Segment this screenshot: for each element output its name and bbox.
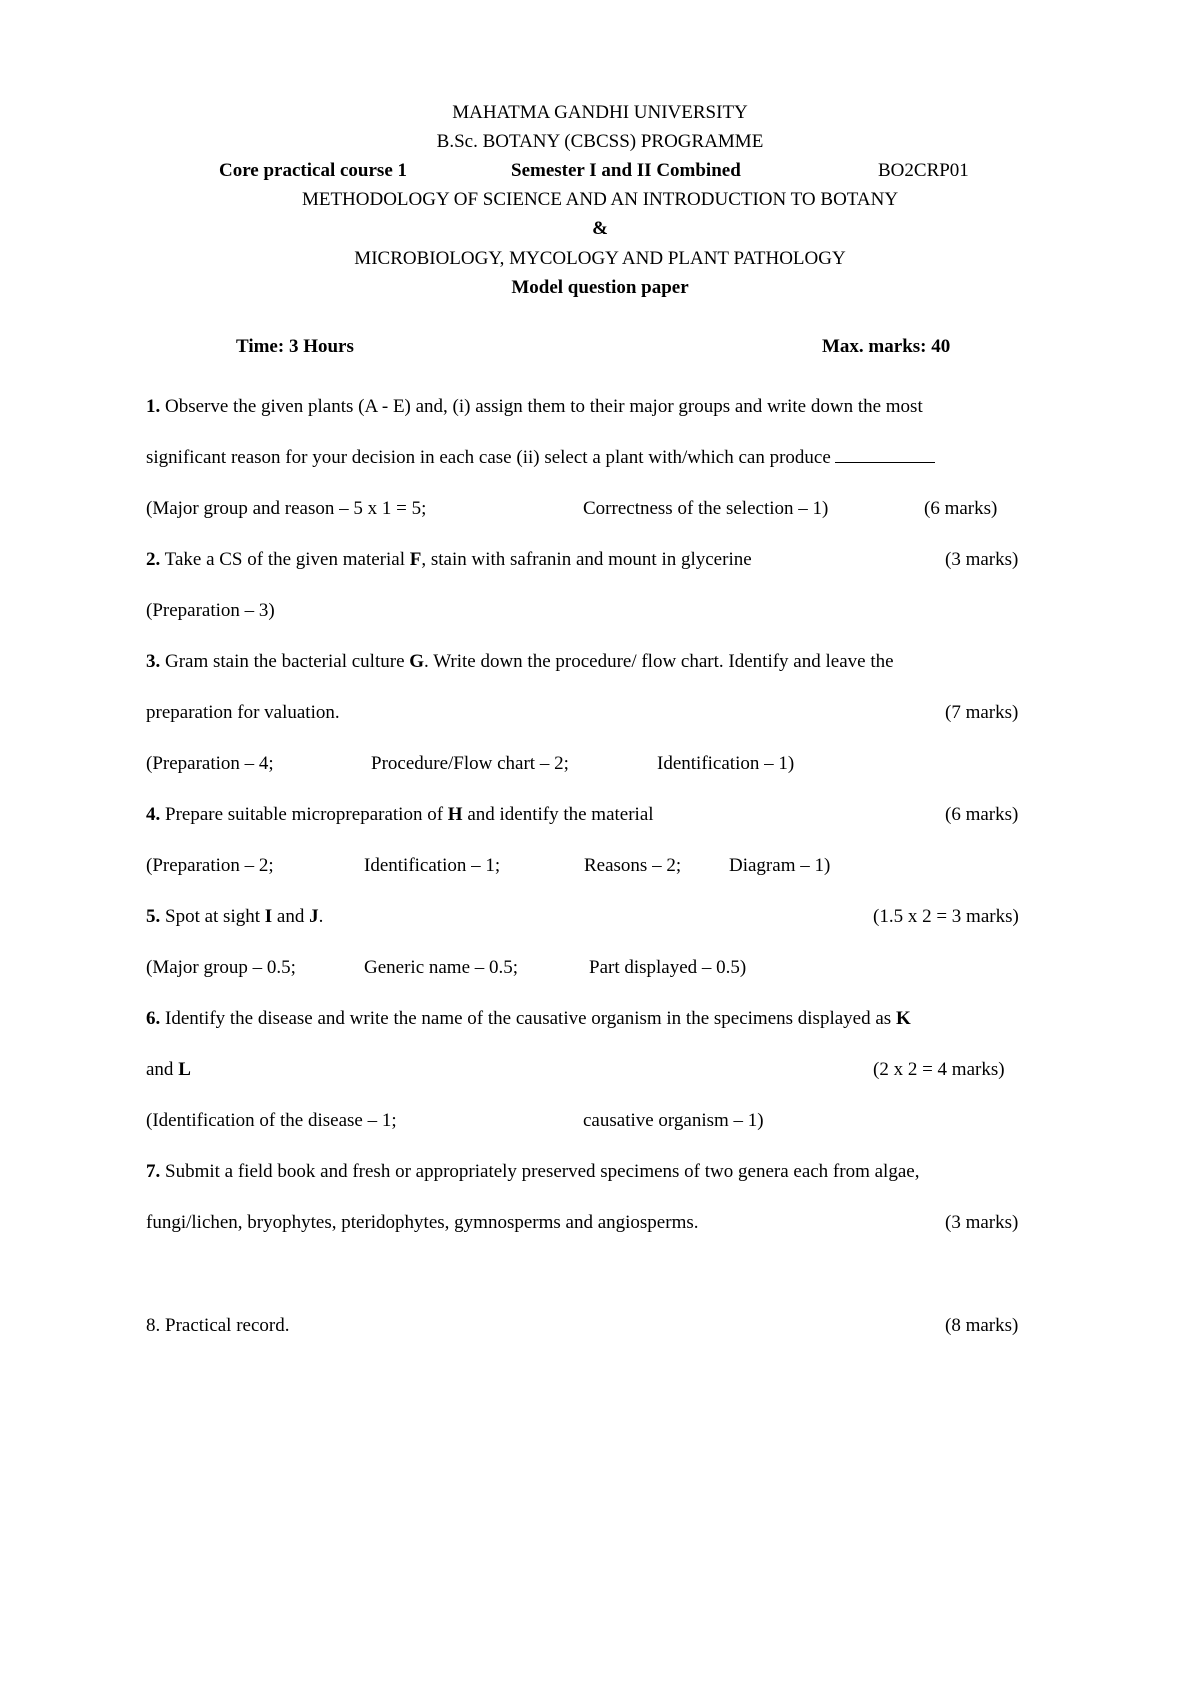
marking-scheme: Correctness of the selection – 1) bbox=[583, 498, 829, 519]
question-marks: (1.5 x 2 = 3 marks) bbox=[873, 906, 1019, 927]
question-number: 2. bbox=[146, 549, 161, 570]
paper-title-2: MICROBIOLOGY, MYCOLOGY AND PLANT PATHOLOGY bbox=[354, 248, 846, 269]
question-text: and bbox=[146, 1059, 179, 1080]
university-name: MAHATMA GANDHI UNIVERSITY bbox=[452, 102, 748, 123]
question-8-line-1: 8. Practical record. bbox=[146, 1315, 290, 1336]
paper-type: Model question paper bbox=[511, 277, 689, 298]
marking-scheme: (Major group – 0.5; bbox=[146, 957, 296, 978]
question-6-line-1 bbox=[146, 1008, 911, 1030]
marking-scheme: Diagram – 1) bbox=[729, 855, 831, 876]
question-6-line-2 bbox=[146, 1059, 191, 1081]
question-text: . bbox=[318, 906, 324, 927]
question-text: . Write down the procedure/ flow chart. Identify and leave the bbox=[424, 651, 894, 672]
question-marks: (6 marks) bbox=[945, 804, 1019, 825]
question-text: Identify the disease and write the name of the causative organism in the specimens displayed as bbox=[165, 1008, 896, 1029]
question-text: Observe the given plants (A - E) and, (i) assign them to their major groups and write down the most bbox=[165, 396, 923, 417]
exam-time: Time: 3 Hours bbox=[236, 336, 354, 357]
specimen-letter: K bbox=[895, 1008, 911, 1029]
question-text: and identify the material bbox=[462, 804, 654, 825]
question-7-line-1 bbox=[146, 1161, 919, 1183]
question-text: Submit a field book and fresh or appropriately preserved specimens of two genera each from algae, bbox=[165, 1161, 920, 1182]
marking-scheme: Identification – 1) bbox=[657, 753, 795, 774]
paper-title-1: METHODOLOGY OF SCIENCE AND AN INTRODUCTION TO BOTANY bbox=[301, 189, 899, 210]
course-name: Core practical course 1 bbox=[219, 160, 408, 181]
question-text: , stain with safranin and mount in glycerine bbox=[421, 549, 752, 570]
question-number: 3. bbox=[146, 651, 161, 672]
specimen-letter: F bbox=[409, 549, 422, 570]
question-1-line-1 bbox=[146, 396, 923, 418]
question-5-line-1 bbox=[146, 906, 323, 928]
question-3-line-2 bbox=[146, 702, 340, 724]
question-text: significant reason for your decision in each case (ii) select a plant with/which can produce bbox=[146, 447, 831, 468]
programme-name: B.Sc. BOTANY (CBCSS) PROGRAMME bbox=[436, 131, 764, 152]
question-text: Take a CS of the given material bbox=[164, 549, 410, 570]
marking-scheme: (Preparation – 3) bbox=[146, 600, 275, 621]
title-ampersand: & bbox=[592, 218, 608, 239]
specimen-letter: I bbox=[264, 906, 273, 927]
question-number: 6. bbox=[146, 1008, 161, 1029]
question-marks: (6 marks) bbox=[924, 498, 998, 519]
marking-scheme: Reasons – 2; bbox=[584, 855, 682, 876]
marking-scheme: Identification – 1; bbox=[364, 855, 501, 876]
question-marks: (3 marks) bbox=[945, 1212, 1019, 1233]
course-code: BO2CRP01 bbox=[878, 160, 969, 181]
specimen-letter: L bbox=[178, 1059, 191, 1080]
question-number: 7. bbox=[146, 1161, 161, 1182]
question-number: 1. bbox=[146, 396, 161, 417]
question-text: Gram stain the bacterial culture bbox=[165, 651, 410, 672]
question-marks: (7 marks) bbox=[945, 702, 1019, 723]
marking-scheme: (Major group and reason – 5 x 1 = 5; bbox=[146, 498, 427, 519]
question-3-line-1 bbox=[146, 651, 894, 673]
marking-scheme: (Preparation – 2; bbox=[146, 855, 274, 876]
question-marks: (2 x 2 = 4 marks) bbox=[873, 1059, 1005, 1080]
max-marks: Max. marks: 40 bbox=[822, 336, 951, 357]
question-number: 4. bbox=[146, 804, 161, 825]
marking-scheme: (Preparation – 4; bbox=[146, 753, 274, 774]
question-number: 5. bbox=[146, 906, 161, 927]
question-text: preparation for valuation. bbox=[146, 702, 340, 723]
specimen-letter: G bbox=[409, 651, 425, 672]
question-4-line-1 bbox=[146, 804, 654, 826]
question-text: Spot at sight bbox=[165, 906, 265, 927]
marking-scheme: (Identification of the disease – 1; bbox=[146, 1110, 397, 1131]
question-text: and bbox=[272, 906, 310, 927]
question-marks: (3 marks) bbox=[945, 549, 1019, 570]
question-1-line-2 bbox=[146, 447, 935, 469]
marking-scheme: Part displayed – 0.5) bbox=[589, 957, 747, 978]
marking-scheme: Procedure/Flow chart – 2; bbox=[371, 753, 569, 774]
question-text: Prepare suitable micropreparation of bbox=[165, 804, 448, 825]
answer-blank bbox=[835, 461, 935, 463]
question-2-line-1 bbox=[146, 549, 752, 571]
question-7-line-2 bbox=[146, 1212, 699, 1234]
marking-scheme: Generic name – 0.5; bbox=[364, 957, 519, 978]
specimen-letter: J bbox=[309, 906, 319, 927]
question-marks: (8 marks) bbox=[945, 1315, 1019, 1336]
question-text: fungi/lichen, bryophytes, pteridophytes, gymnosperms and angiosperms. bbox=[146, 1212, 699, 1233]
marking-scheme: causative organism – 1) bbox=[583, 1110, 764, 1131]
semester-label: Semester I and II Combined bbox=[511, 160, 741, 181]
specimen-letter: H bbox=[447, 804, 463, 825]
